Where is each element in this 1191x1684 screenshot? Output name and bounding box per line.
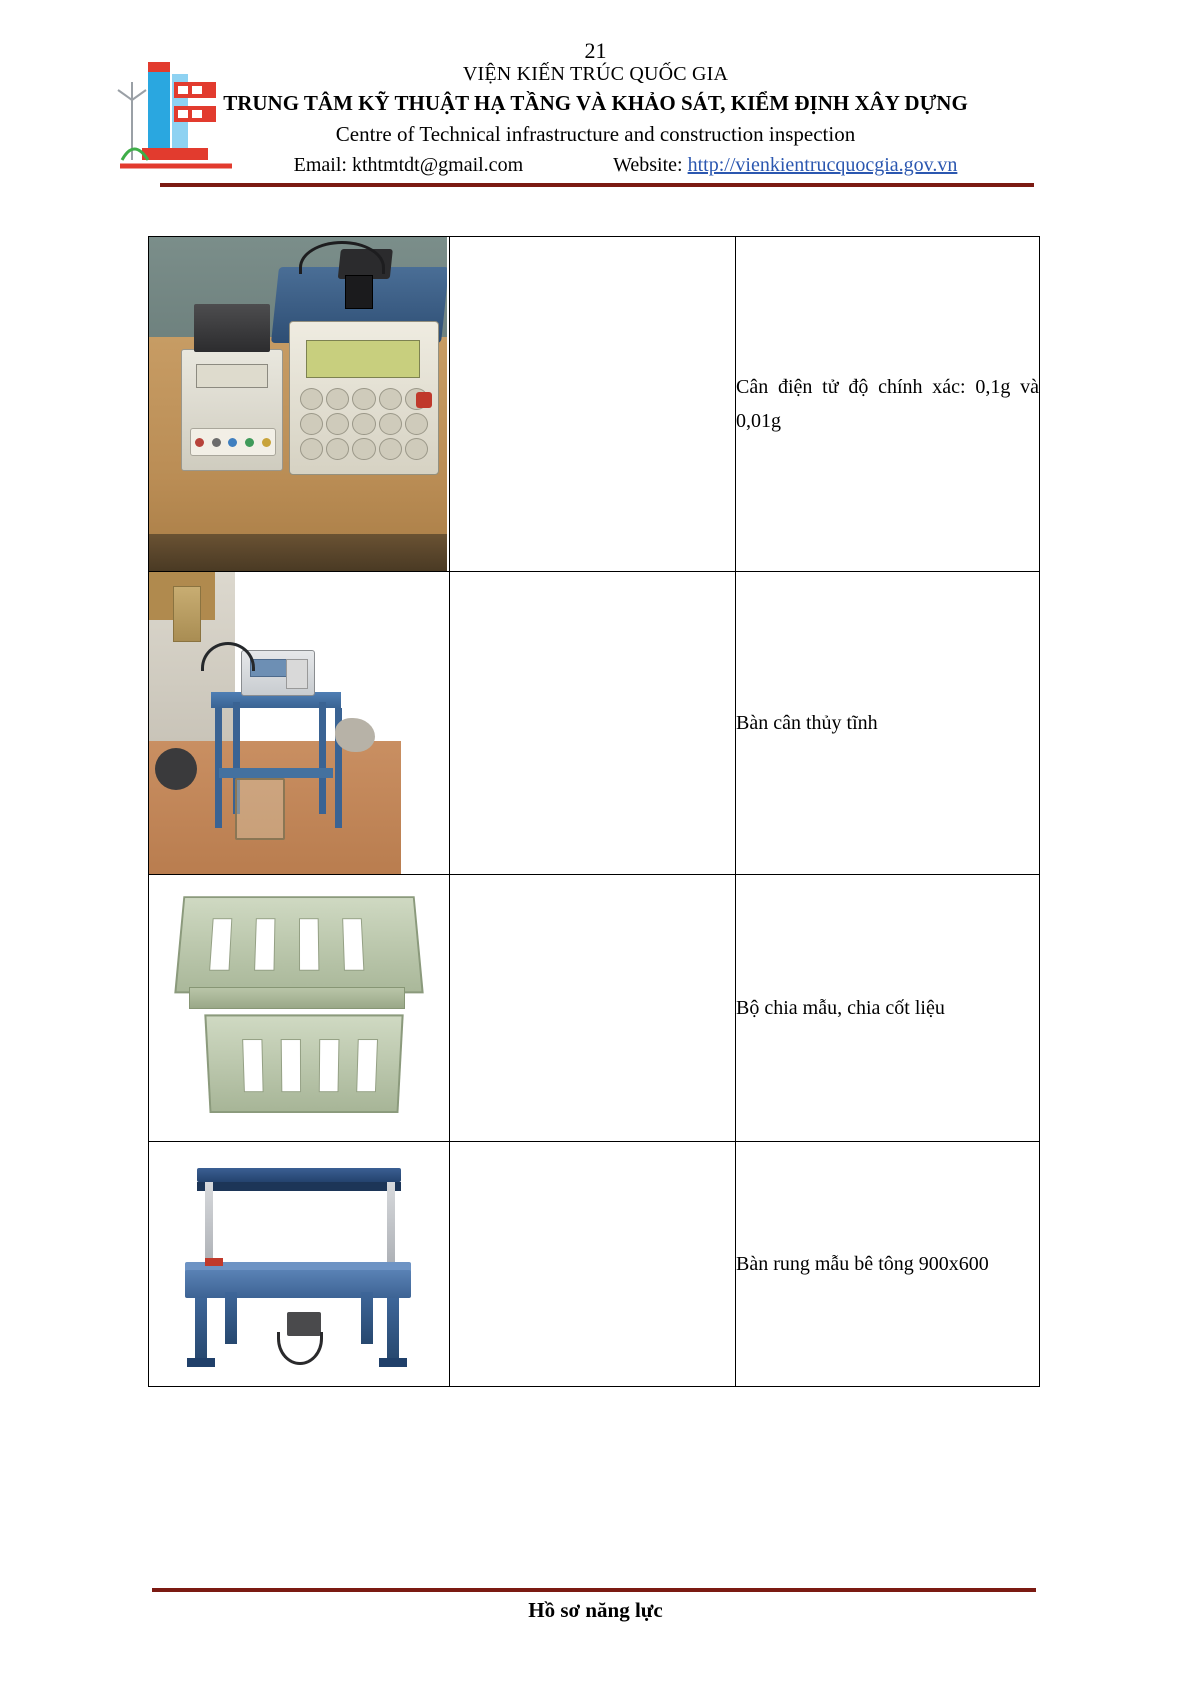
equipment-description: Cân điện tử độ chính xác: 0,1g và 0,01g <box>736 237 1040 572</box>
photo-hydrostatic-table <box>149 572 449 874</box>
equipment-middle-cell <box>450 875 736 1142</box>
clamp-bar-icon <box>197 1168 401 1182</box>
website-block <box>613 150 957 180</box>
photo-vibrating-table <box>149 1142 449 1386</box>
equipment-image-cell <box>149 875 450 1142</box>
equipment-table <box>148 236 1040 1387</box>
equipment-image-cell <box>149 572 450 875</box>
email-value: kthtmtdt@gmail.com <box>351 154 524 176</box>
center-name-english: Centre of Technical infrastructure and construction inspection <box>335 122 856 146</box>
equipment-description: Bàn cân thủy tĩnh <box>736 572 1040 875</box>
large-balance-icon <box>289 321 439 475</box>
photo-sample-splitter <box>149 875 449 1141</box>
sample-splitter-photo <box>149 875 447 1141</box>
table-row <box>149 237 1040 572</box>
concrete-vibrating-table-photo <box>149 1142 447 1386</box>
table-plate-icon <box>185 1270 411 1298</box>
organization-name: VIỆN KIẾN TRÚC QUỐC GIA <box>462 63 729 85</box>
table-row <box>149 1142 1040 1387</box>
equipment-image-cell <box>149 237 450 572</box>
equipment-description: Bộ chia mẫu, chia cốt liệu <box>736 875 1040 1142</box>
footer-divider <box>152 1588 1036 1592</box>
small-balance-icon <box>181 349 283 471</box>
wire-basket-icon <box>235 778 285 840</box>
website-link[interactable]: http://vienkientrucquocgia.gov.vn <box>687 154 958 176</box>
center-name: TRUNG TÂM KỸ THUẬT HẠ TẦNG VÀ KHẢO SÁT, KIỂM ĐỊNH XÂY DỰNG <box>223 91 968 115</box>
equipment-description: Bàn rung mẫu bê tông 900x600 <box>736 1142 1040 1387</box>
email-label: Email: <box>293 154 347 176</box>
footer-title: Hồ sơ năng lực <box>528 1598 663 1622</box>
equipment-image-cell <box>149 1142 450 1387</box>
table-row <box>149 875 1040 1142</box>
cylinder-icon <box>173 586 201 642</box>
email-block <box>294 150 524 180</box>
hydrostatic-weighing-table-photo <box>149 572 401 874</box>
contact-line <box>0 150 1191 180</box>
equipment-middle-cell <box>450 237 736 572</box>
splitter-upper-icon <box>174 896 423 993</box>
website-label: Website: <box>613 154 683 176</box>
splitter-lower-icon <box>204 1014 403 1113</box>
table-row <box>149 572 1040 875</box>
page-number: 21 <box>584 38 607 63</box>
header-divider <box>160 183 1034 187</box>
stone-icon <box>335 718 375 752</box>
sensor-icon <box>345 275 373 309</box>
equipment-middle-cell <box>450 572 736 875</box>
drum-icon <box>155 748 197 790</box>
photo-electronic-balances <box>149 237 449 571</box>
document-header <box>0 60 1191 180</box>
equipment-middle-cell <box>450 1142 736 1387</box>
power-cable-icon <box>277 1332 323 1365</box>
electronic-balance-photo <box>149 237 447 571</box>
